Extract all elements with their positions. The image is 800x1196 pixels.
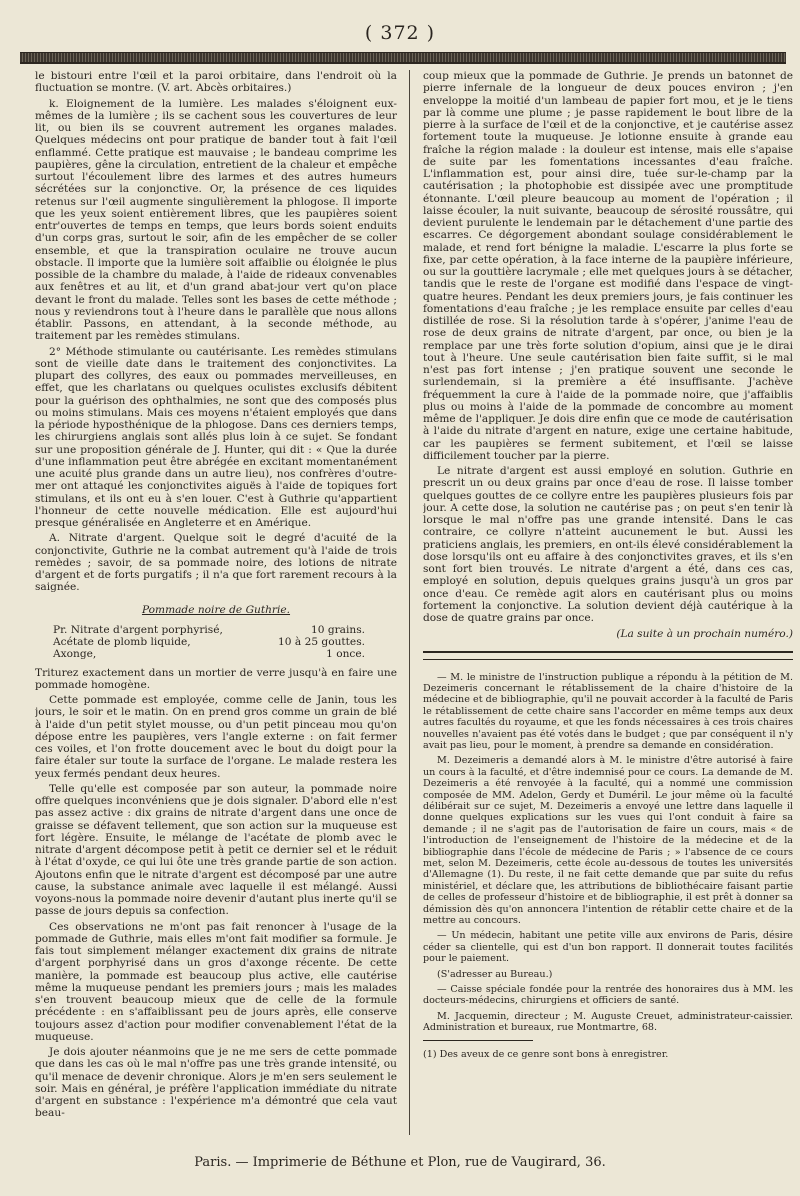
section-rule (423, 651, 793, 660)
recipe-row (53, 648, 397, 660)
paragraph: Cette pommade est employée, comme celle de Janin, tous les jours, le soir et le matin. On en prend gros comme un grain de blé à l'aide d'un petit stylet mousse, ou d'un petit pinceau mou qu'on dépose entre les paupières, vers l'angle externe : on fait fermer ces voiles, et l'on frotte doucement avec le bout du doigt pour la faire étaler sur toute la surface de l'organe. Le malade restera les yeux fermés pendant deux heures. (35, 694, 397, 780)
recipe-ingredient: Pr. Nitrate d'argent porphyrisé, (53, 623, 223, 636)
paragraph: Ces observations ne m'ont pas fait renoncer à l'usage de la pommade de Guthrie, mais elles m'ont fait modifier sa formule. Je fais tout simplement mélanger exactement dix grains de nitrate d'argent porphyrisé dans un gros d'axonge récente. De cette manière, la pommade est beaucoup plus active, elle cautérise même la muqueuse pendant les premiers jours ; mais les malades s'en trouvent beaucoup mieux que de celle de la formule précédente : en s'affaiblissant peu de jours après, elle conserve toujours assez d'action pour modifier convenablement l'état de la muqueuse. (35, 920, 397, 1043)
news-item: M. Dezeimeris a demandé alors à M. le ministre d'être autorisé à faire un cours à la faculté, et d'être indemnisé pour ce cours. La demande de M. Dezeimeris a été renvoyée à la faculté, qui a nommé une commission composée de MM. Adelon, Gerdy et Duméril. Le jour même où la faculté délibérait sur ce sujet, M. Dezeimeris a envoyé une lettre dans laquelle il donne quelques explications sur les vues qui l'ont conduit à faire sa demande ; il ne s'agit pas de l'autorisation de faire un cours, mais « de l'introduction de l'enseignement de l'histoire de la médecine et de la bibliographie dans l'école de médecine de Paris ; » l'absence de ce cours met, selon M. Dezeimeris, cette école au-dessous de toutes les universités d'Allemagne (1). Du reste, il ne fait cette demande que par suite du refus ministériel, et déclare que, les attributions de bibliothécaire faisant partie de celles de professeur d'histoire et de bibliographie, il est prêt à donner sa démission dès qu'on annoncera l'intention de rétablir cette chaire et de la mettre au concours. (423, 755, 793, 927)
paragraph: A. Nitrate d'argent. Quelque soit le degré d'acuité de la conjonctivite, Guthrie ne la combat autrement qu'à l'aide de trois remèdes ; savoir, de sa pommade noire, des lotions de nitrate d'argent et de forts purgatifs ; il n'a que fort rarement recours à la saignée. (35, 532, 397, 594)
paragraph: coup mieux que la pommade de Guthrie. Je prends un batonnet de pierre infernale de la longueur de deux pouces environ ; j'en enveloppe la moitié d'un lambeau de papier fort mou, et je le tiens par là comme une plume ; je passe rapidement le bout libre de la pierre à la surface de l'œil et de la conjonctive, et je cautérise assez fortement toute la muqueuse. Je lotionne ensuite à grande eau fraîche la région malade : la douleur est intense, mais elle s'apaise de suite par les fomentations incessantes d'eau fraîche. L'inflammation est, pour ainsi dire, tuée sur-le-champ par la cautérisation ; la photophobie est dissipée avec une promptitude étonnante. L'œil pleure beaucoup au moment de l'opération ; il laisse écouler, la nuit suivante, beaucoup de sérosité roussâtre, qui devient purulente le lendemain par le détachement d'une partie des escarres. Ce dégorgement abondant soulage considérablement le malade, et rend fort bénigne la maladie. L'escarre la plus forte se fixe, par cette opération, à la face interne de la paupière inférieure, ou sur la gouttière lacrymale ; elle met quelques jours à se détacher, tandis que le reste de l'organe est modifié dans l'espace de vingt-quatre heures. Pendant les deux premiers jours, je fais continuer les fomentations d'eau fraîche ; je les remplace ensuite par celles d'eau distillée de rose. Si la résolution tarde à s'opérer, j'anime l'eau de rose de deux grains de nitrate d'argent, par once, ou bien je la remplace par une très forte solution d'opium, ainsi que je le dirai tout à l'heure. Une seule cautérisation bien faite suffit, si le mal n'est pas fort intense ; j'en pratique souvent une seconde le surlendemain, si la première a été insuffisante. J'achève fréquemment la cure à l'aide de la pommade noire, que j'affaiblis plus ou moins à l'aide de la pommade de concombre au moment même de l'appliquer. Je dois dire enfin que ce mode de cautérisation à l'aide du nitrate d'argent en nature, exige une certaine habitude, car les paupières se ferment subitement, et l'œil se laisse difficilement toucher par la pierre. (423, 70, 793, 462)
page-number: ( 372 ) (364, 22, 436, 44)
continuation-note: (La suite à un prochain numéro.) (616, 628, 793, 641)
paragraph: Je dois ajouter néanmoins que je ne me sers de cette pommade que dans les cas où le mal n'offre pas une très grande intensité, ou qu'il menace de devenir chronique. Alors je m'en sers seulement le soir. Mais en général, je préfère l'application immédiate du nitrate d'argent en substance : l'expérience m'a démontré que cela vaut beau- (35, 1046, 397, 1120)
recipe-title: Pommade noire de Guthrie. (141, 603, 291, 616)
recipe-row (53, 636, 397, 648)
news-section (423, 672, 793, 1061)
column-divider (409, 70, 410, 1135)
paragraph: Le nitrate d'argent est aussi employé en solution. Guthrie en prescrit un ou deux grains par once d'eau de rose. Il laisse tomber quelques gouttes de ce collyre entre les paupières plusieurs fois par jour. A cette dose, la solution ne cautérise pas ; on peut s'en tenir là lorsque le mal n'offre pas une grande intensité. Dans le cas contraire, ce collyre n'atteint aucunement le but. Aussi les praticiens anglais, les premiers, en ont-ils élevé considérablement la dose lorsqu'ils ont eu affaire à des conjonctivites graves, et ils s'en sont fort bien trouvés. Le nitrate d'argent a été, dans ces cas, employé en solution, depuis quelques grains jusqu'à un gros par once d'eau. Ce remède agit alors en cautérisant plus ou moins fortement la conjonctive. La solution devient déjà cautérique à la dose de quatre grains par once. (423, 465, 793, 624)
recipe-quantity: 10 grains. (310, 623, 365, 636)
recipe-ingredient: Axonge, (53, 648, 97, 661)
left-column (35, 70, 397, 1152)
recipe-quantity: 1 once. (326, 648, 365, 661)
recipe (53, 624, 397, 661)
recipe-row (53, 624, 397, 636)
header-rule (20, 52, 786, 64)
news-item: — M. le ministre de l'instruction publique a répondu à la pétition de M. Dezeimeris concernant le rétablissement de la chaire d'histoire de la médecine et de bibliographie, qu'il ne pouvait accorder à la faculté de Paris le rétablissement de cette chaire sans l'accorder en même temps aux deux autres facultés du royaume, et que les fonds nécessaires à ces trois chaires nouvelles n'avaient pas été votés dans le budget ; que par conséquent il n'y avait pas lieu, pour le moment, à prendre sa demande en considération. (423, 671, 793, 751)
paragraph: Telle qu'elle est composée par son auteur, la pommade noire offre quelques inconvéniens que je dois signaler. D'abord elle n'est pas assez active : dix grains de nitrate d'argent dans une once de graisse se défavent tellement, que son action sur la muqueuse est fort légère. Ensuite, le mélange de l'acétate de plomb avec le nitrate d'argent décompose petit à petit ce dernier sel et le réduit à l'état d'oxyde, ce qui lui ôte une très grande partie de son action. Ajoutons enfin que le nitrate d'argent est décomposé par une autre cause, la substance animale avec laquelle il est mélangé. Aussi voyons-nous la pommade noire devenir d'autant plus inerte qu'il se passe de jours depuis sa confection. (35, 782, 397, 918)
recipe-ingredient: Acétate de plomb liquide, (53, 636, 191, 648)
paragraph: le bistouri entre l'œil et la paroi orbitaire, dans l'endroit où la fluctuation se montre. (V. art. Abcès orbitaires.) (35, 70, 397, 95)
paragraph: k. Eloignement de la lumière. Les malades s'éloignent eux-mêmes de la lumière ; ils se cachent sous les couvertures de leur lit, ou bien ils se couvrent autrement les organes malades. Quelques médecins ont pour pratique de bander tout à fait l'œil enflammé. Cette pratique est mauvaise ; le bandeau comprime les paupières, gêne la circulation, entretient de la chaleur et empêche surtout l'écoulement libre des larmes et des autres humeurs sécrétées sur la conjonctive. Or, la présence de ces liquides retenus sur l'œil augmente singulièrement la phlogose. Il importe que les yeux soient entièrement libres, que les paupières soient entr'ouvertes de temps en temps, que leurs bords soient enduits d'un corps gras, surtout le soir, afin de les empêcher de se coller ensemble, et que la transpiration oculaire ne trouve aucun obstacle. Il importe que la lumière soit affaiblie ou éloignée le plus possible de la chambre du malade, à l'aide de rideaux convenables aux fenêtres et au lit, et d'un grand abat-jour vert qu'on place devant le front du malade. Telles sont les bases de cette méthode ; nous y reviendrons tout à l'heure dans le parallèle que nous allons établir. Passons, en attendant, à la seconde méthode, au traitement par les remèdes stimulans. (35, 97, 397, 343)
imprint: Paris. — Imprimerie de Béthune et Plon, rue de Vaugirard, 36. (194, 1155, 606, 1170)
footnote: (1) Des aveux de ce genre sont bons à enregistrer. (423, 1048, 669, 1060)
paragraph: 2° Méthode stimulante ou cautérisante. Les remèdes stimulans sont de vieille date dans le traitement des conjonctivites. La plupart des collyres, des eaux ou pommades merveilleuses, en effet, que les charlatans ou quelques oculistes exclusifs débitent pour la guérison des ophthalmies, ne sont que des composés plus ou moins stimulans. Mais ces moyens n'étaient employés que dans la période hyposthénique de la phlogose. Dans ces derniers temps, les chirurgiens anglais sont allés plus loin à ce sujet. Se fondant sur une proposition générale de J. Hunter, qui dit : « Que la durée d'une inflammation peut être abrégée en excitant momentanément une acuité plus grande dans un autre lieu), nos confrères d'outre-mer ont attaqué les conjonctivites aiguës à l'aide de topiques fort stimulans, et ils ont eu à s'en louer. C'est à Guthrie qu'appartient l'honneur de cette nouvelle médication. Elle est aujourd'hui presque généralisée en Angleterre et en Amérique. (35, 345, 397, 529)
news-item: — Caisse spéciale fondée pour la rentrée des honoraires dus à MM. les docteurs-médecins, chirurgiens et officiers de santé. (423, 984, 793, 1007)
news-item: (S'adresser au Bureau.) (437, 968, 553, 980)
news-item: — Un médecin, habitant une petite ville aux environs de Paris, désire céder sa clientelle, qui est d'un bon rapport. Il donnerait toutes facilités pour le paiement. (423, 930, 793, 965)
recipe-instruction: Triturez exactement dans un mortier de verre jusqu'à en faire une pommade homogène. (35, 666, 397, 691)
recipe-quantity: 10 à 25 gouttes. (278, 636, 365, 648)
news-item: M. Jacquemin, directeur ; M. Auguste Creuet, administrateur-caissier. Administration et bureaux, rue Montmartre, 68. (423, 1010, 793, 1034)
right-column (423, 70, 793, 1152)
footnote-rule (423, 1040, 533, 1041)
